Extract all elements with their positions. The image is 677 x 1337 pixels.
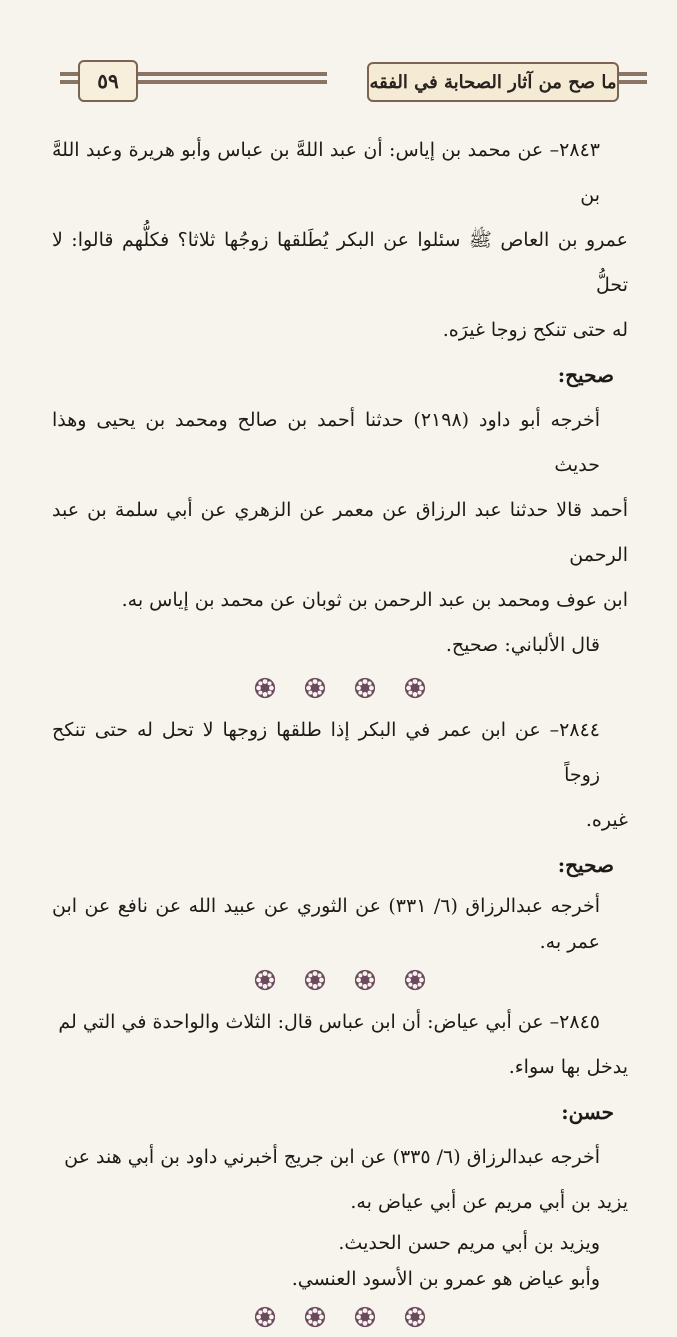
header-rule xyxy=(120,72,327,76)
ornament-divider xyxy=(52,1297,628,1337)
grade-heading: صحيح: xyxy=(557,363,614,387)
eight-petal-flower-icon xyxy=(254,1306,276,1328)
entry-text: ٢٨٤٣– عن محمد بن إياس: أن عبد اللهَّ بن عباس وأبو هريرة وعبد اللهَّ بن xyxy=(52,139,600,206)
eight-petal-flower-icon xyxy=(404,1306,426,1328)
grade-heading: صحيح: xyxy=(557,853,614,877)
eight-petal-flower-icon xyxy=(354,1306,376,1328)
takhrij-text: ابن عوف ومحمد بن عبد الرحمن بن ثوبان عن محمد بن إياس به. xyxy=(121,589,628,611)
eight-petal-flower-icon xyxy=(404,677,426,699)
page-header xyxy=(0,58,677,106)
eight-petal-flower-icon xyxy=(304,969,326,991)
eight-petal-flower-icon xyxy=(404,969,426,991)
entry-text: يدخل بها سواء. xyxy=(508,1056,628,1078)
entry-2845 xyxy=(52,1000,628,1297)
grade-heading: حسن: xyxy=(561,1100,614,1124)
header-rule xyxy=(120,80,327,84)
page-number: ٥٩ xyxy=(78,60,138,102)
eight-petal-flower-icon xyxy=(304,1306,326,1328)
takhrij-text: أخرجه أبو داود (٢١٩٨) حدثنا أحمد بن صالح ومحمد بن يحيى وهذا حديث xyxy=(52,409,600,476)
entry-text: عمرو بن العاص ﷺ سئلوا عن البكر يُطَلقها زوجُها ثلاثا؟ فكلُّهم قالوا: لا تحلُّ xyxy=(52,229,628,296)
eight-petal-flower-icon xyxy=(254,677,276,699)
page-body xyxy=(52,128,628,1337)
note-text: ويزيد بن أبي مريم حسن الحديث. xyxy=(338,1232,600,1254)
ornament-divider xyxy=(52,668,628,708)
takhrij-text: يزيد بن أبي مريم عن أبي عياض به. xyxy=(350,1191,628,1213)
eight-petal-flower-icon xyxy=(354,677,376,699)
entry-2843 xyxy=(52,128,628,668)
entry-text: غيره. xyxy=(585,809,628,831)
note-text: قال الألباني: صحيح. xyxy=(445,634,600,656)
takhrij-text: أخرجه عبدالرزاق (٦/ ٣٣٥) عن ابن جريج أخبرني داود بن أبي هند عن xyxy=(64,1146,600,1168)
running-title: ما صح من آثار الصحابة في الفقه xyxy=(367,62,619,102)
eight-petal-flower-icon xyxy=(254,969,276,991)
entry-text: له حتى تنكح زوجا غيرَه. xyxy=(442,319,628,341)
entry-text: ٢٨٤٥– عن أبي عياض: أن ابن عباس قال: الثلاث والواحدة في التي لم xyxy=(58,1011,600,1033)
takhrij-text: أحمد قالا حدثنا عبد الرزاق عن معمر عن الزهري عن أبي سلمة بن عبد الرحمن xyxy=(52,499,628,566)
takhrij-text: أخرجه عبدالرزاق (٦/ ٣٣١) عن الثوري عن عبيد الله عن نافع عن ابن عمر به. xyxy=(52,895,600,953)
ornament-divider xyxy=(52,960,628,1000)
entry-text: ٢٨٤٤– عن ابن عمر في البكر إذا طلقها زوجها لا تحل له حتى تنكح زوجاً xyxy=(52,719,600,786)
eight-petal-flower-icon xyxy=(304,677,326,699)
entry-2844 xyxy=(52,708,628,960)
eight-petal-flower-icon xyxy=(354,969,376,991)
note-text: وأبو عياض هو عمرو بن الأسود العنسي. xyxy=(291,1268,600,1290)
